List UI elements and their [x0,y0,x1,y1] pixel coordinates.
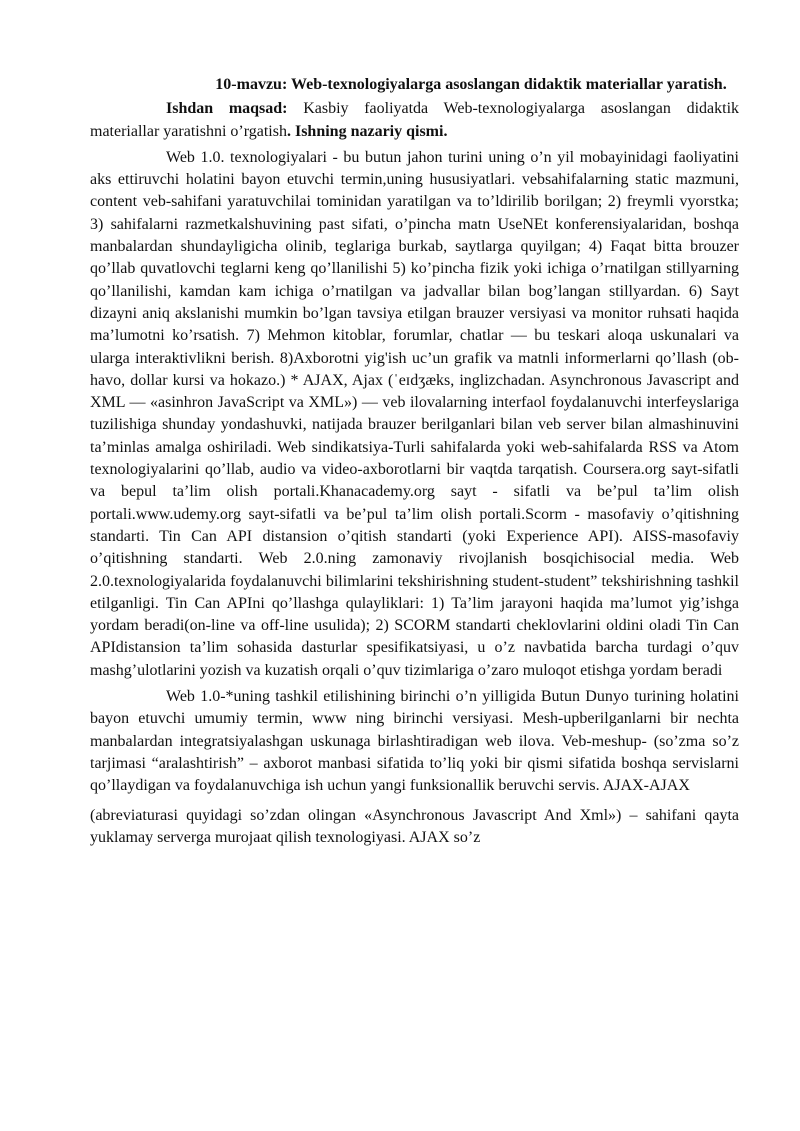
body-paragraph-3: (abreviaturasi quyidagi so’zdan olingan «Asynchronous Javascript And Xml») – sahifani qayta yuklamay serverga murojaat qilish texnologiyasi. AJAX so’z [90,806,739,846]
aim-period: . [286,122,291,140]
theory-label: Ishning nazariy qismi. [290,122,448,140]
document-page [90,74,739,849]
body-paragraph-2: Web 1.0-*uning tashkil etilishining birinchi o’n yilligida Butun Dunyo turining holatini bayon etuvchi umumiy termin, www ning birinchi versiyasi. Mesh-upberilganlarni bir nechta manbalardan integratsiyalashgan uskunaga birlashtiradigan web ilova. Veb-meshup- (so’zma so’z tarjimasi “aralashtirish” – axborot manbasi sifatida to’liq yoki bir qismi sifatida boshqa servislarni qo’llaydigan va foydalanuvchiga ish uchun yangi funksionallik beruvchi servis. AJAX-AJAX [90,688,739,795]
document-title: 10-mavzu: Web-texnologiyalarga asoslangan didaktik materiallar yaratish. [215,76,727,93]
aim-label: Ishdan maqsad: [166,100,288,118]
aim-text: Kasbiy faoliyatda Web-texnologiyalarga asoslangan didaktik materiallar yaratishni o’rgatish [90,100,740,140]
body-paragraph-1: Web 1.0. texnologiyalari - bu butun jahon turini uning o’n yil mobayinidagi faoliyatini aks ettiruvchi holatini bayon etuvchi termin,uning hususiyatlari. vebsahifalarning static mazmuni, content veb-sahifani yaratuvchilai tominidan yaratilgan va to’ldirilib borilgan; 2) freymli vyorstka; 3) sahifalarni razmetkalshuvining past sifati, o’pincha matn UseNEt konferensiyalaridan, boshqa manbalardan shundayligicha olinib, teglariga burkab, saytlarga quyilgan; 4) Faqat bitta brouzer qo’llab quvatlovchi teglarni keng qo’llanilishi 5) ko’pincha fizik yoki ichiga o’rnatilgan stillyarning qo’llanilishi, kamdan kam ichiga o’rnatilgan va jadvallar bilan bog’langan stillyardan. 6) Sayt dizayni aniq akslanishi mumkin bo’lgan tavsiya etilgan brauzer versiyasi va monitor ruhsati haqida ma’lumotni ko’rsatish. 7) Mehmon kitoblar, forumlar, chatlar — bu teskari aloqa uskunalari va ularga interaktivlikni berish. 8)Axborotni yig'ish uc’un grafik va matnli informerlarni qo’llash (ob-havo, dollar kursi va hokazo.) * AJAX, Ajax (ˈeɪdʒæks, inglizchadan. Asynchronous Javascript and XML — «asinhron JavaScript va XML») — veb ilovalarning interfaol foydalanuvchi interfeyslariga tuzilishiga shunday yondashuvki, natijada brauzer berilganlari bilan veb server bilan almashinuvini ta’minlas amalga oshiriladi. Web sindikatsiya-Turli sahifalarda yoki web-sahifalarda RSS va Atom texnologiyalarini qo’llab, audio va video-axborotlarni bir vaqtda tarqatish. Coursera.org sayt-sifatli va bepul ta’lim olish portali.Khanacademy.org sayt - sifatli va be’pul ta’lim olish portali.www.udemy.org sayt-sifatli va be’pul ta’lim olish portali.Scorm - masofaviy o’qitishning standarti. Tin Can API distansion o’qitish standarti (yoki Experience API). AISS-masofaviy o’qitishning standarti. Web 2.0.ning zamonaviy rivojlanish bosqichisocial media. Web 2.0.texnologiyalarida foydalanuvchi bilimlarini tekshirishning student-student” tekshirishning tashkil etilganligi. Tin Can APIni qo’llashga qulayliklari: 1) Ta’lim jarayoni haqida ma’lumot yig’ishga yordam beradi(on-line va off-line usulida); 2) SCORM standarti cheklovlarini oldini oladi Tin Can APIdistansion ta’lim sohasida dasturlar spesifikatsiyasi, u o’z navbatida barcha turdagi o’quv mashg’ulotlarini yozish va kuzatish orqali o’quv tizimlariga o’zaro muloqot etishga yordam beradi [90,148,739,679]
aim-paragraph [90,98,739,143]
